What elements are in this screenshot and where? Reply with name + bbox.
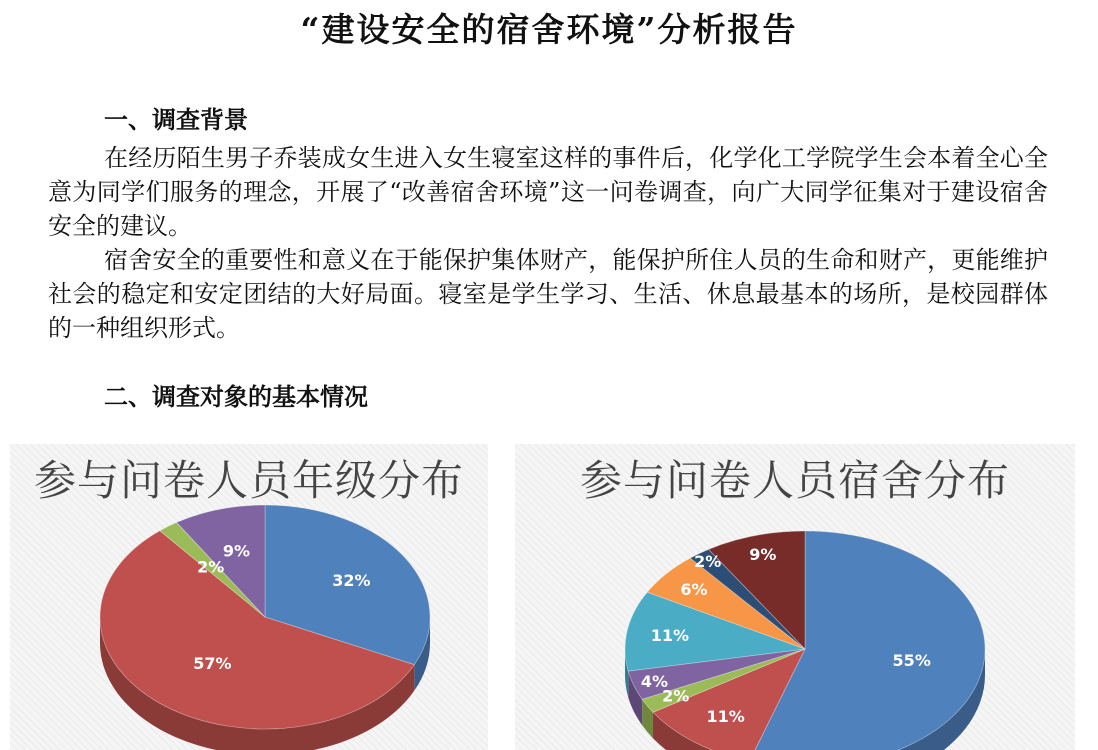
report-body (48, 141, 1048, 345)
pie-slice-label: 6% (680, 579, 708, 599)
dorm-distribution-chart (515, 444, 1075, 750)
pie-chart-grade (10, 444, 488, 750)
pie-slice-label: 9% (749, 544, 777, 564)
pie-slice-label: 57% (193, 654, 232, 673)
pie-slice-label: 2% (197, 557, 225, 577)
pie-slice-label: 11% (706, 707, 745, 727)
pie-slice-label: 32% (332, 570, 371, 590)
paragraph-importance: 宿舍安全的重要性和意义在于能保护集体财产，能保护所住人员的生命和财产，更能维护社会的稳定和安定团结的大好局面。寝室是学生学习、生活、休息最基本的场所，是校园群体的一种组织形式。 (48, 246, 1048, 342)
pie-slice-label: 11% (650, 626, 690, 645)
section-heading-subjects: 二、调查对象的基本情况 (104, 382, 368, 411)
pie-slice-label: 4% (640, 672, 668, 692)
pie-chart-dorm (515, 444, 1075, 750)
pie-slice-label: 9% (222, 541, 251, 561)
pie-slice-label: 2% (694, 552, 722, 572)
paragraph-background: 在经历陌生男子乔装成女生进入女生寝室这样的事件后，化学化工学院学生会本着全心全意为同学们服务的理念，开展了“改善宿舍环境”这一问卷调查，向广大同学征集对于建设宿舍安全的建议。 (48, 144, 1048, 240)
chart-title: 参与问卷人员宿舍分布 (579, 456, 1010, 505)
section-heading-background: 一、调查背景 (104, 105, 248, 134)
report-title: “建设安全的宿舍环境”分析报告 (300, 10, 798, 49)
pie-slice-label: 2% (662, 686, 690, 706)
chart-title: 参与问卷人员年级分布 (33, 456, 464, 505)
pie-slice-label: 55% (892, 651, 931, 671)
grade-distribution-chart (10, 444, 488, 750)
